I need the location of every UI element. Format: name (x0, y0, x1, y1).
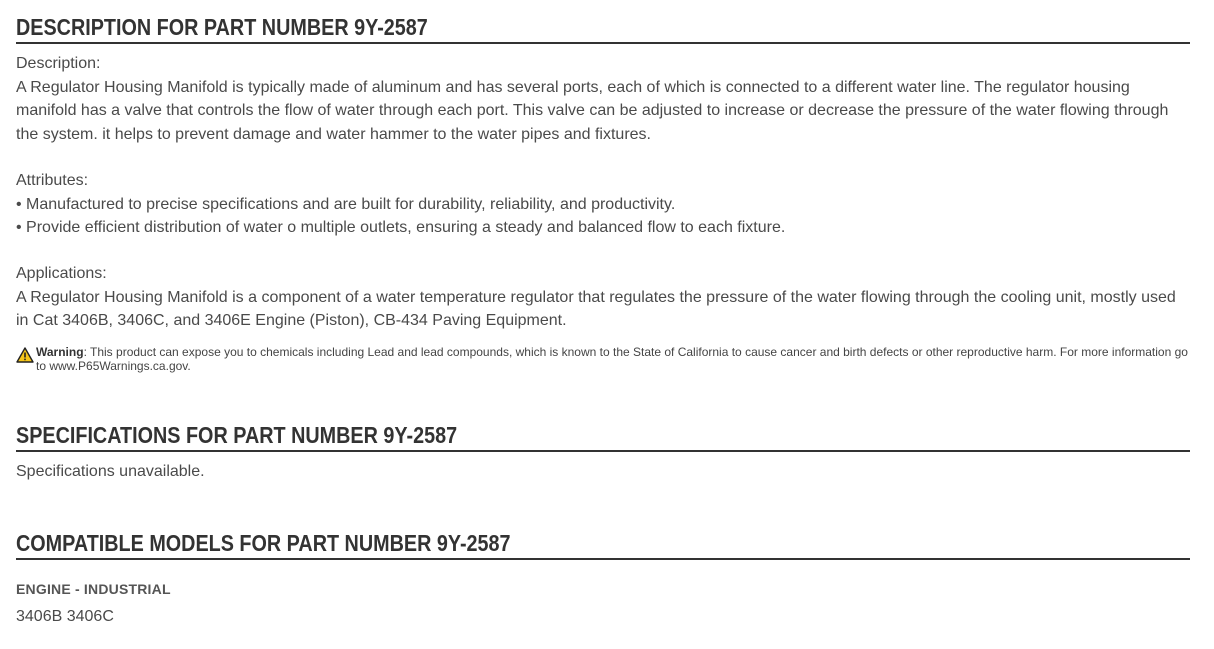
applications-label: Applications: (16, 265, 107, 282)
compatible-title: COMPATIBLE MODELS FOR PART NUMBER 9Y-2587 (16, 530, 511, 556)
compatible-models (16, 605, 114, 629)
description-text: A Regulator Housing Manifold is typically made of aluminum and has several ports, each of which is connected to a different water line. The regulator housing manifold has a valve that controls the flow of water through each port. This valve can be adjusted to increase or decrease the pressure of the water flowing through the system. it helps to prevent damage and water hammer to the water pipes and fixtures. (16, 78, 1169, 143)
warning-text: : This product can expose you to chemicals including Lead and lead compounds, which is known to the State of California to cause cancer and birth defects or other reproductive harm. For more information go to www.P65Warnings.ca.gov. (36, 345, 1188, 373)
attribute-item: • Provide efficient distribution of water o multiple outlets, ensuring a steady and balanced flow to each fixture. (16, 219, 786, 236)
description-body (16, 52, 1190, 146)
attributes-block (16, 169, 1190, 240)
applications-text: A Regulator Housing Manifold is a component of a water temperature regulator that regulates the pressure of the water flowing through the cooling unit, mostly used in Cat 3406B, 3406C, and 3406E Engine (Piston), CB-434 Paving Equipment. (16, 288, 1176, 329)
prop65-warning (16, 345, 1190, 373)
specifications-text: Specifications unavailable. (16, 463, 205, 480)
warning-icon (16, 347, 36, 373)
compatible-divider (16, 558, 1190, 560)
compatible-category: ENGINE - INDUSTRIAL (16, 581, 171, 597)
attributes-label: Attributes: (16, 172, 89, 189)
warning-label: Warning (36, 345, 84, 359)
specifications-section (16, 421, 1190, 452)
specifications-title: SPECIFICATIONS FOR PART NUMBER 9Y-2587 (16, 422, 458, 448)
specifications-divider (16, 450, 1190, 452)
description-label: Description: (16, 55, 101, 72)
compatible-section (16, 529, 1190, 560)
model-link-3406c[interactable]: 3406C (66, 608, 114, 625)
applications-block (16, 262, 1190, 333)
description-divider (16, 42, 1190, 44)
model-link-3406b[interactable]: 3406B (16, 608, 63, 625)
description-title: DESCRIPTION FOR PART NUMBER 9Y-2587 (16, 14, 428, 40)
warning-content (36, 345, 1190, 373)
attribute-item: • Manufactured to precise specifications and are built for durability, reliability, and productivity. (16, 195, 676, 213)
description-section (16, 13, 1190, 44)
